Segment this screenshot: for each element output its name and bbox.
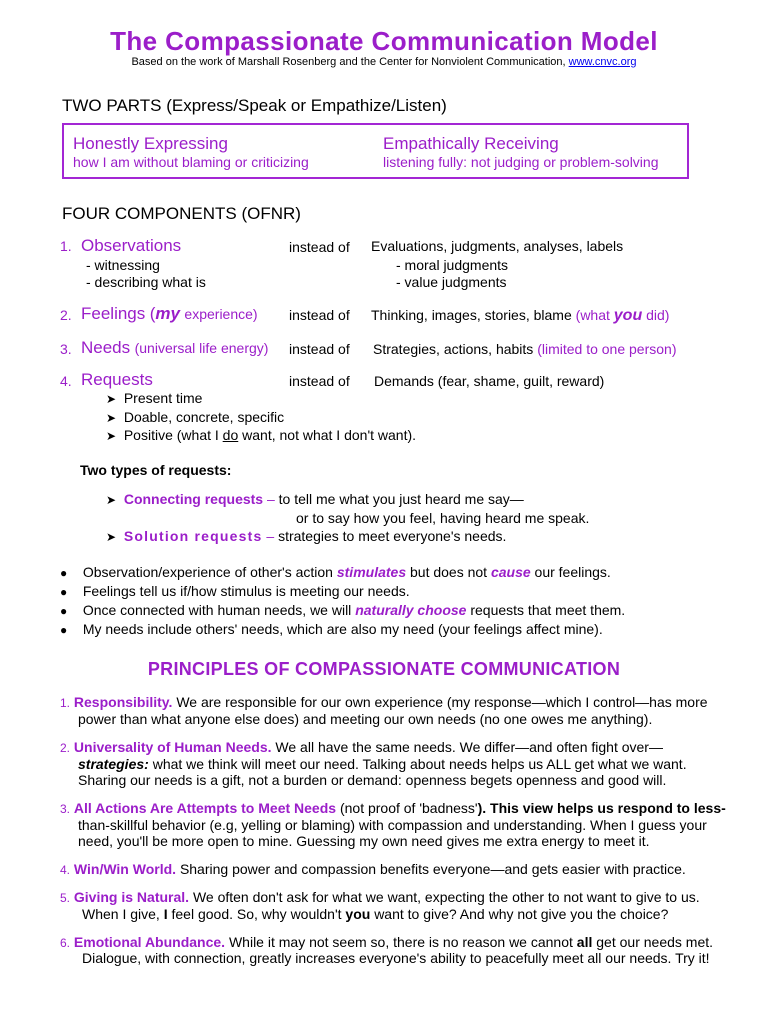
requests-alt: Demands (fear, shame, guilt, reward): [374, 373, 605, 389]
bullet-1-a: Observation/experience of other's action: [82, 564, 333, 580]
instead-of-1: instead of: [289, 239, 350, 255]
principle-6-l1-b: get our needs met.: [596, 934, 714, 950]
arrow-bullet-icon: ➤: [106, 530, 117, 544]
principle-5-l2-I: I: [163, 906, 168, 922]
principle-3-title: All Actions Are Attempts to Meet Needs: [73, 800, 337, 816]
subtitle-text: Based on the work of Marshall Rosenberg and the Center for Nonviolent Communication,: [131, 56, 566, 68]
component-number-1: 1.: [60, 238, 72, 254]
principle-1: [60, 694, 708, 710]
observations-alt-sub-2: - value judgments: [396, 274, 507, 290]
principle-5-l2-a: When I give,: [82, 906, 160, 922]
principle-2-line-2-text: what we think will meet our need. Talking about needs helps us ALL get what we want.: [152, 756, 687, 772]
needs-alt-paren: (limited to one person): [537, 341, 677, 357]
observations-sub-2: - describing what is: [86, 274, 206, 290]
requests-bullet-2-text: Doable, concrete, specific: [123, 409, 285, 425]
arrow-bullet-icon: ➤: [106, 429, 117, 443]
feelings-word: Feelings: [81, 304, 146, 323]
principle-1-line-1: We are responsible for our own experience (my response—which I control—has more: [176, 694, 708, 710]
arrow-bullet-icon: ➤: [106, 493, 117, 507]
principle-4: [60, 861, 686, 877]
observations-alt: Evaluations, judgments, analyses, labels: [371, 238, 624, 254]
principle-4-line-1: Sharing power and compassion benefits everyone—and gets easier with practice.: [179, 861, 686, 877]
page-title: The Compassionate Communication Model: [110, 26, 658, 56]
bullet-1-stimulates: stimulates: [336, 564, 407, 580]
observations-alt-sub-1: - moral judgments: [396, 257, 509, 273]
feelings-label: [81, 304, 258, 324]
requests-bullet-1-text: Present time: [123, 390, 203, 406]
feelings-alt-text: Thinking, images, stories, blame: [371, 307, 572, 323]
instead-of-3: instead of: [289, 341, 350, 357]
component-number-4: 4.: [60, 373, 72, 389]
principle-2-title: Universality of Human Needs.: [73, 739, 272, 755]
empathically-receiving-sub: listening fully: not judging or problem-solving: [383, 154, 659, 170]
principle-5-num: 5.: [60, 891, 71, 905]
observations-sub-1: - witnessing: [86, 257, 160, 273]
requests-bullet-3: [106, 427, 416, 443]
arrow-bullet-icon: ➤: [106, 392, 117, 406]
requests-bullet-2: [106, 409, 284, 425]
feelings-alt-you: you: [613, 307, 643, 324]
bullet-stimulates: [60, 564, 611, 580]
feelings-alt-did: did): [646, 307, 670, 323]
principle-3: [60, 800, 726, 816]
connecting-requests-text: to tell me what you just heard me say—: [278, 491, 524, 507]
principle-2-line-3: Sharing our needs is a gift, not a burden or demand: openness begets openness and good will.: [78, 772, 667, 788]
principle-3-line-1-a: (not proof of 'badness': [339, 800, 478, 816]
requests-label: Requests: [81, 370, 153, 389]
bullet-2-text: Feelings tell us if/how stimulus is meeting our needs.: [82, 583, 410, 599]
requests-bullet-3-a: Positive (what I: [123, 427, 219, 443]
observations-label: Observations: [81, 236, 182, 255]
principle-2-line-1: We all have the same needs. We differ—and often fight over—: [275, 739, 663, 755]
principle-5-title: Giving is Natural.: [73, 889, 190, 905]
feelings-alt-what: (what: [575, 307, 610, 323]
principle-6: [60, 934, 713, 950]
principle-1-num: 1.: [60, 696, 71, 710]
request-types-heading: Two types of requests:: [80, 462, 232, 478]
principle-2: [60, 739, 663, 755]
bullet-3-naturally: naturally choose: [355, 602, 467, 618]
needs-label: [81, 338, 268, 358]
requests-bullet-1: [106, 390, 202, 406]
connecting-dash: –: [266, 491, 275, 507]
empathically-receiving-title: Empathically Receiving: [383, 134, 559, 153]
connecting-requests: [106, 491, 524, 507]
bullet-1-cause: cause: [490, 564, 531, 580]
principle-3-line-3: need, you'll be more open to mine. Guessing my own need gives me extra energy to meet it.: [78, 833, 650, 849]
principle-5-line-1: We often don't ask for what we want, expecting the other to not want to give to us.: [192, 889, 700, 905]
principle-3-line-2: than-skillful behavior (e.g, yelling or blaming) with compassion and understanding. When I guess your: [78, 817, 707, 833]
solution-requests: [106, 528, 506, 544]
connecting-requests-text-2: or to say how you feel, having heard me speak.: [296, 510, 590, 526]
principle-5: [60, 889, 700, 905]
needs-alt: [373, 341, 677, 357]
bullet-3-a: Once connected with human needs, we will: [82, 602, 352, 618]
bullet-my-needs: [60, 621, 603, 637]
bullet-dot-icon: ●: [60, 604, 68, 618]
principle-1-line-2: power than what anyone else does) and meeting our own needs (no one owes me anything).: [78, 711, 653, 727]
principle-1-title: Responsibility.: [73, 694, 173, 710]
principle-6-l1-a: While it may not seem so, there is no reason we cannot: [228, 934, 573, 950]
feelings-paren: (: [149, 304, 156, 323]
principle-6-line-2: Dialogue, with connection, greatly increases everyone's ability to peacefully meet all our needs. Try it!: [82, 950, 710, 966]
principle-2-strategies: strategies:: [78, 756, 149, 772]
bullet-3-b: requests that meet them.: [470, 602, 626, 618]
bullet-1-b: but does not: [410, 564, 488, 580]
requests-bullet-3-do: do: [222, 427, 239, 443]
bullet-1-c: our feelings.: [534, 564, 611, 580]
requests-bullet-3-b: want, not what I don't want).: [242, 427, 417, 443]
two-parts-heading: TWO PARTS (Express/Speak or Empathize/Listen): [62, 96, 447, 115]
principle-5-l2-b: feel good. So, why wouldn't: [171, 906, 342, 922]
principle-3-num: 3.: [60, 802, 71, 816]
solution-requests-label: Solution requests: [123, 528, 263, 544]
bullet-naturally-choose: [60, 602, 625, 618]
honestly-expressing-title: Honestly Expressing: [73, 134, 228, 153]
solution-requests-text: strategies to meet everyone's needs.: [278, 528, 507, 544]
four-components-heading: FOUR COMPONENTS (OFNR): [62, 204, 301, 223]
principles-heading: PRINCIPLES OF COMPASSIONATE COMMUNICATION: [147, 659, 621, 679]
component-number-3: 3.: [60, 341, 72, 357]
page-subtitle: [0, 56, 768, 68]
principle-6-title: Emotional Abundance.: [73, 934, 226, 950]
needs-word: Needs: [81, 338, 131, 357]
principle-5-line-2: [82, 906, 668, 922]
principle-2-num: 2.: [60, 741, 71, 755]
arrow-bullet-icon: ➤: [106, 411, 117, 425]
needs-paren: (universal life energy): [134, 340, 269, 356]
principle-6-num: 6.: [60, 936, 71, 950]
bullet-dot-icon: ●: [60, 623, 68, 637]
feelings-alt: [371, 307, 669, 325]
feelings-my: my: [155, 304, 180, 323]
principle-4-title: Win/Win World.: [73, 861, 177, 877]
cnvc-link[interactable]: www.cnvc.org: [568, 56, 637, 68]
bullet-dot-icon: ●: [60, 566, 68, 580]
instead-of-4: instead of: [289, 373, 350, 389]
principle-3-line-1-b: ). This view helps us respond to less-: [477, 800, 726, 816]
principle-4-num: 4.: [60, 863, 71, 877]
solution-dash: –: [266, 528, 275, 544]
principle-5-l2-you: you: [345, 906, 371, 922]
principle-6-l1-all: all: [576, 934, 593, 950]
bullet-dot-icon: ●: [60, 585, 68, 599]
connecting-requests-label: Connecting requests: [123, 491, 264, 507]
feelings-experience: experience): [184, 306, 258, 322]
principle-2-line-2: [78, 756, 687, 772]
principle-5-l2-c: want to give? And why not give you the choice?: [374, 906, 669, 922]
component-number-2: 2.: [60, 307, 72, 323]
bullet-4-text: My needs include others' needs, which are also my need (your feelings affect mine).: [82, 621, 603, 637]
honestly-expressing-sub: how I am without blaming or criticizing: [73, 154, 309, 170]
needs-alt-text: Strategies, actions, habits: [373, 341, 534, 357]
instead-of-2: instead of: [289, 307, 350, 323]
bullet-feelings: [60, 583, 410, 599]
